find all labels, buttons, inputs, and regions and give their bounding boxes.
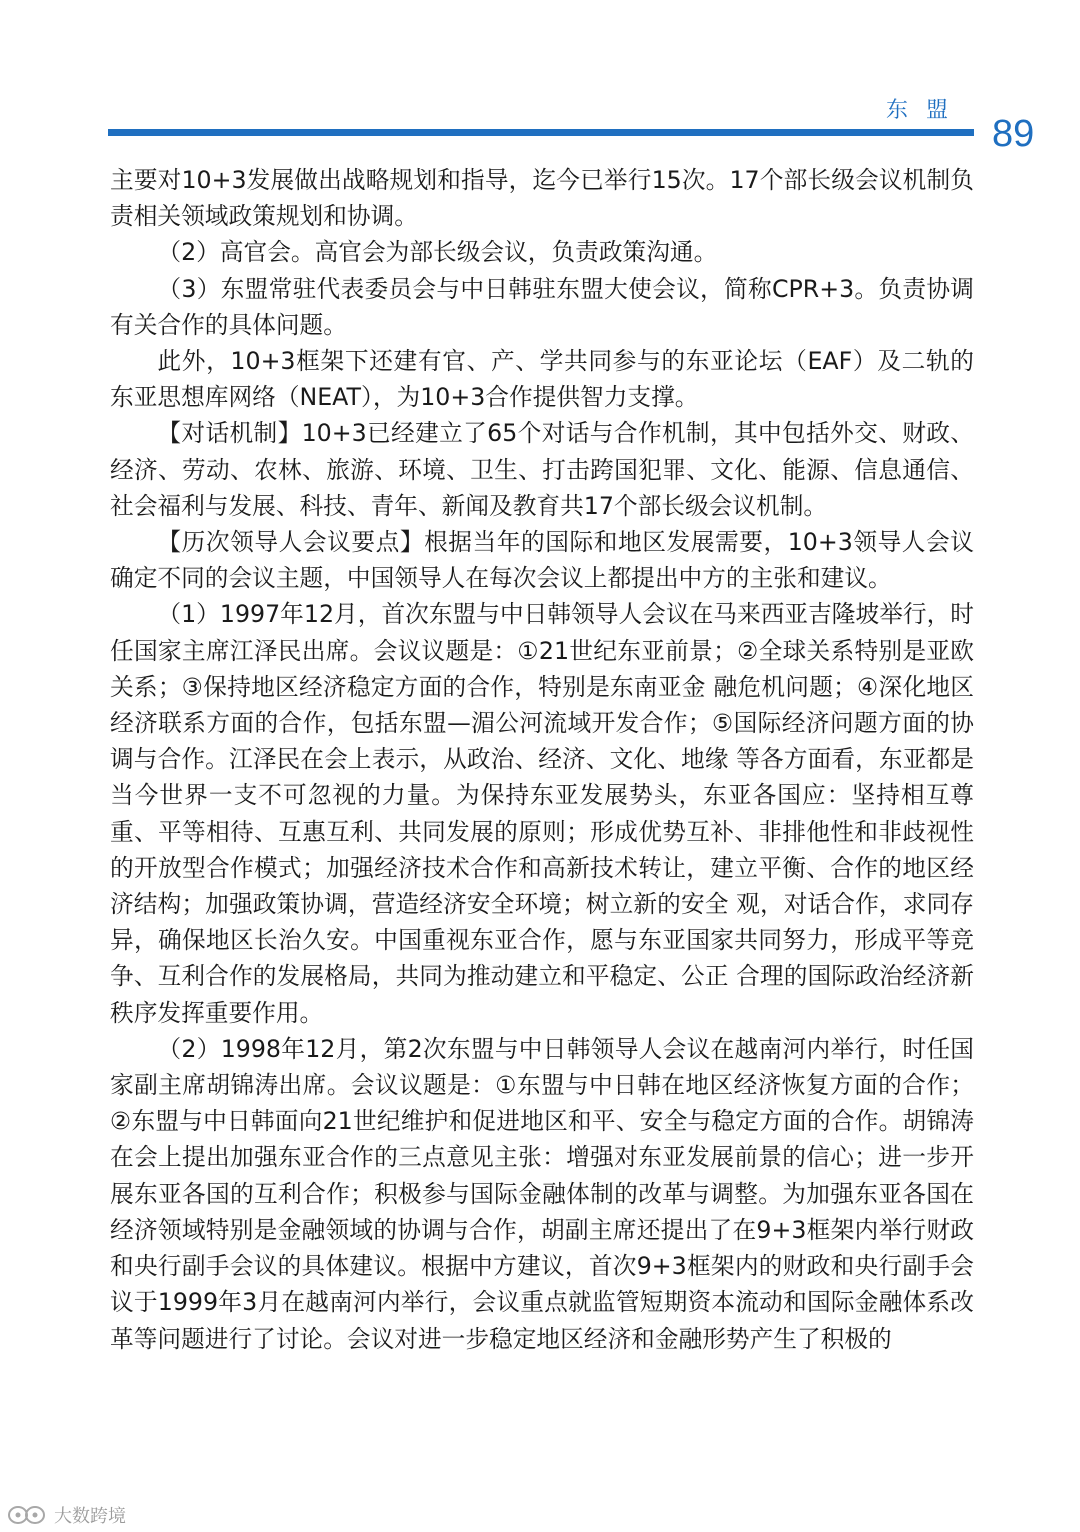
body-text	[110, 162, 974, 1357]
paragraph: （2）高官会。高官会为部长级会议，负责政策沟通。	[157, 238, 718, 267]
watermark-logo-icon	[6, 1503, 48, 1527]
paragraph: 【历次领导人会议要点】根据当年的国际和地区发展需要，10+3领导人会议确定不同的会议主题，中国领导人在每次会议上都提出中方的主张和建议。	[110, 528, 974, 593]
watermark	[6, 1498, 126, 1532]
page-number: 89	[992, 113, 1035, 155]
paragraph: 此外，10+3框架下还建有官、产、学共同参与的东亚论坛（EAF）及二轨的东亚思想库网络（NEAT），为10+3合作提供智力支撑。	[110, 347, 974, 412]
watermark-text: 大数跨境	[54, 1506, 126, 1527]
header-rule	[108, 129, 974, 136]
paragraph: 【对话机制】10+3已经建立了65个对话与合作机制，其中包括外交、财政、经济、劳动、农林、旅游、环境、卫生、打击跨国犯罪、文化、能源、信息通信、社会福利与发展、科技、青年、新闻及教育共17个部长级会议机制。	[110, 419, 974, 520]
paragraph: （2）1998年12月，第2次东盟与中日韩领导人会议在越南河内举行，时任国家副主席胡锦涛出席。会议议题是：①东盟与中日韩在地区经济恢复方面的合作；②东盟与中日韩面向21世纪维护和促进地区和平、安全与稳定方面的合作。胡锦涛在会上提出加强东亚合作的三点意见主张：增强对东亚发展前景的信心；进一步开展东亚各国的互利合作；积极参与国际金融体制的改革与调整。为加强东亚各国在经济领域特别是金融领域的协调与合作，胡副主席还提出了在9+3框架内举行财政和央行副手会议的具体建议。根据中方建议，首次9+3框架内的财政和央行副手会议于1999年3月在越南河内举行，会议重点就监管短期资本流动和国际金融体系改革等问题进行了讨论。会议对进一步稳定地区经济和金融形势产生了积极的	[110, 1034, 974, 1353]
paragraph: （1）1997年12月，首次东盟与中日韩领导人会议在马来西亚吉隆坡举行，时任国家主席江泽民出席。会议议题是：①21世纪东亚前景；②全球关系特别是亚欧关系；③保持地区经济稳定方面的合作，特别是东南亚金 融危机问题；④深化地区经济联系方面的合作，包括东盟—湄公河流域开发合作；⑤国际经济问题方面的协调与合作。江泽民在会上表示，从政治、经济、文化、地缘 等各方面看，东亚都是当今世界一支不可忽视的力量。为保持东亚发展势头，东亚各国应：坚持相互尊重、平等相待、互惠互利、共同发展的原则；形成优势互补、非排他性和非歧视性的开放型合作模式；加强经济技术合作和高新技术转让，建立平衡、合作的地区经济结构；加强政策协调，营造经济安全环境；树立新的安全 观，对话合作，求同存异，确保地区长治久安。中国重视东亚合作，愿与东亚国家共同努力，形成平等竞争、互利合作的发展格局，共同为推动建立和平稳定、公正 合理的国际政治经济新秩序发挥重要作用。	[110, 600, 974, 1027]
running-header-title: 东盟	[886, 98, 967, 123]
paragraph: （3）东盟常驻代表委员会与中日韩驻东盟大使会议，简称CPR+3。负责协调有关合作的具体问题。	[110, 274, 974, 339]
paragraph: 主要对10+3发展做出战略规划和指导，迄今已举行15次。17个部长级会议机制负责相关领域政策规划和协调。	[110, 166, 974, 231]
